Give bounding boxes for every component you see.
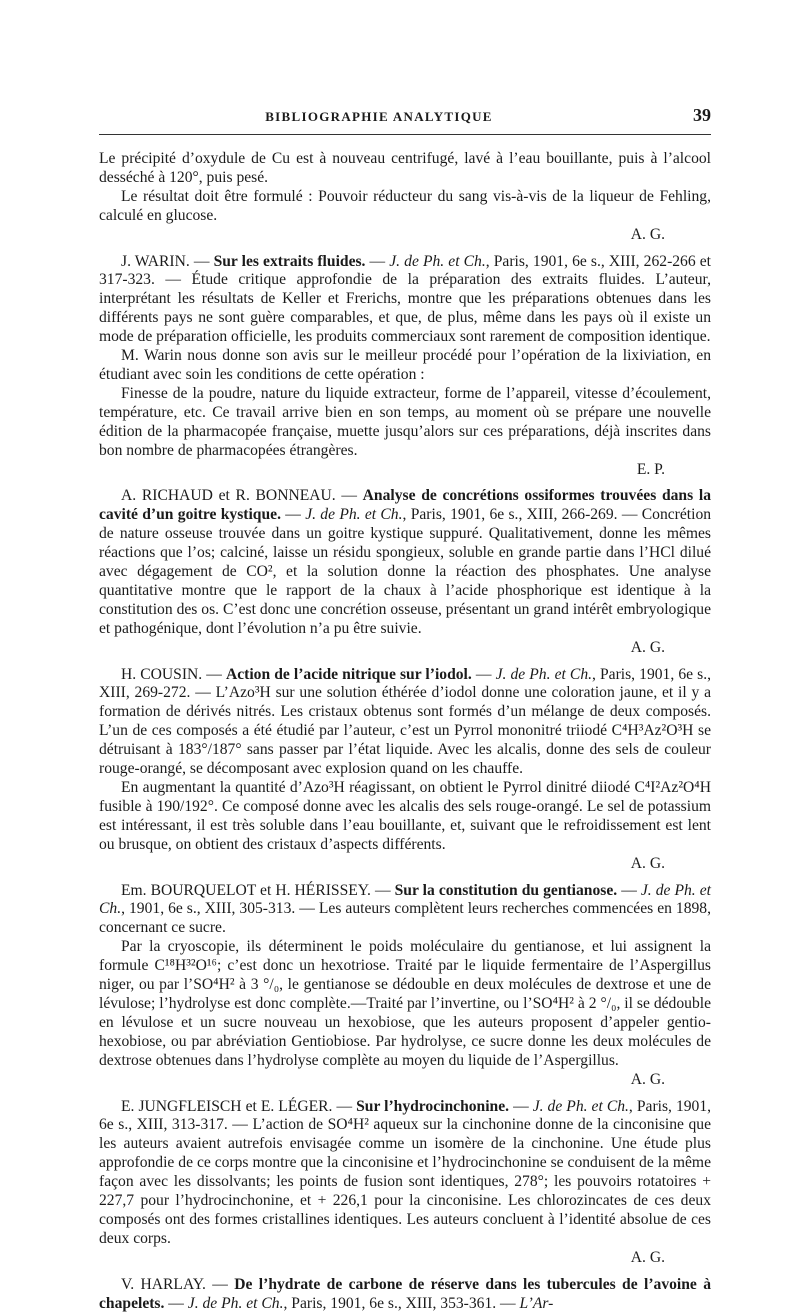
entry-authors: V. HARLAY. bbox=[121, 1275, 206, 1293]
abstract-entry-warin bbox=[99, 253, 711, 480]
abstract-entry-bourquelot-herissey bbox=[99, 882, 711, 1090]
paragraph: Étude critique approfondie de la préparation des extraits fluides. L’auteur, interprétant les résultats de Keller et Frerichs, montre que les préparations obtenues dans les différents pays ne sont guère comparables, et que, de plus, même dans les pays où il existe un mode de préparation officielle, les produits commerciaux sont rarement de composition identique. bbox=[99, 271, 711, 346]
running-head: BIBLIOGRAPHIE ANALYTIQUE bbox=[265, 109, 493, 124]
entry-title: Analyse de concrétions ossiformes trouvées dans la cavité d’un goitre kystique. bbox=[99, 487, 711, 524]
entry-journal: J. de Ph. et Ch. bbox=[532, 1097, 629, 1115]
citation: H. COUSIN. — Action de l’acide nitrique sur l’iodol. — J. de Ph. et Ch., Paris, 1901, 6e s., XIII, 269-272. — L’Azo³H sur une solution éthérée d’iodol donne une coloration jaune, et il y a formation de dérivés nitrés. Les cristaux obtenus sont formés d’un mélange de deux composés. L’un de ces composés a été étudié par l’auteur, c’est un Pyrrol mononitré triiodé C⁴H³Az²O³H se détruisant à 183°/187° sans passer par l’état liquide. Avec les alcalis, donne des sels de couleur rouge-orangé, se décomposant avec explosion quand on les chauffe. bbox=[99, 665, 712, 778]
paragraph: Par la cryoscopie, ils déterminent le poids moléculaire du gentianose, et lui assignent la formule C¹⁸H³²O¹⁶; c’est donc un hexotriose. Traité par le liquide fermentaire de l’Aspergillus niger, ou par l’SO⁴H² à 3 °/₀, le gentianose se dédouble en deux molécules de dextrose et une de lévulose; l’hydrolyse est donc complète.—Traité par l’invertine, ou l’SO⁴H² à 2 °/₀, il se dédouble en lévulose et un sucre nouveau un hexobiose, que les auteurs proposent d’appeler gentio-hexobiose, ou par abréviation Gentiobiose. Par hydrolyse, ce sucre donne les deux molécules de dextrose obtenues dans l’hydrolyse complète au moyen du liquide de l’Aspergillus. bbox=[99, 938, 711, 1069]
entry-journal: J. de Ph. et Ch. bbox=[389, 252, 486, 270]
signature: E. P. bbox=[636, 460, 665, 478]
signature: A. G. bbox=[630, 638, 665, 656]
paragraph: M. Warin nous donne son avis sur le meilleur procédé pour l’opération de la lixiviation, en étudiant avec soin les conditions de cette opération : bbox=[99, 347, 711, 383]
paragraph: L’action de SO⁴H² aqueux sur la cinchonine donne de la cinconisine que les auteurs avaient autrefois envisagée comme un isomère de la cinchonine. Une étude plus approfondie de ce corps montre que la cinconisine et l’hydrocinchonine se conduisent de la même façon avec les dissolvants; les points de fusion sont identiques, 278°; les pouvoirs rotatoires + 227,7 pour l’hydrocinchonine, et + 226,1 pour la cinconisine. Les chlorozincates de ces deux composés ont des formes cristallines identiques. Les auteurs concluent à l’identité absolue de ces deux corps. bbox=[99, 1116, 712, 1247]
entry-reference: , 1901, 6e s., XIII, 305-313. bbox=[121, 900, 296, 918]
entry-journal: J. de Ph. et Ch. bbox=[495, 665, 593, 683]
entry-reference: , Paris, 1901, 6e s., XIII, 269-272. bbox=[99, 665, 712, 702]
entry-journal: J. de Ph. et Ch. bbox=[187, 1294, 284, 1312]
citation: Em. BOURQUELOT et H. HÉRISSEY. — Sur la constitution du gentianose. — J. de Ph. et Ch., 1901, 6e s., XIII, 305-313. — Les auteurs complètent leurs recherches commencées en 1898, concernant ce sucre. bbox=[99, 881, 712, 937]
paragraph: L’Azo³H sur une solution éthérée d’iodol donne une coloration jaune, et il y a formation de dérivés nitrés. Les cristaux obtenus sont formés d’un mélange de deux composés. L’un de ces composés a été étudié par l’auteur, c’est un Pyrrol mononitré triiodé C⁴H³Az²O³H se détruisant à 183°/187° sans passer par l’état liquide. Avec les alcalis, donne des sels de couleur rouge-orangé, se décomposant avec explosion quand on les chauffe. bbox=[99, 684, 712, 778]
abstract-entry-continuation bbox=[99, 150, 711, 245]
citation: V. HARLAY. — De l’hydrate de carbone de réserve dans les tubercules de l’avoine à chapelets. — J. de Ph. et Ch., Paris, 1901, 6e s., XIII, 353-361. — L’Ar- bbox=[99, 1275, 711, 1312]
continued-text: L’Ar- bbox=[519, 1294, 554, 1312]
entry-title: Sur la constitution du gentianose. bbox=[394, 881, 618, 899]
paragraph: Le précipité d’oxydule de Cu est à nouveau centrifugé, lavé à l’eau bouillante, puis à l’alcool desséché à 120°, puis pesé. bbox=[99, 150, 711, 186]
entry-authors: E. JUNGFLEISCH et E. LÉGER. bbox=[121, 1097, 333, 1115]
article-body bbox=[99, 150, 711, 1313]
entry-authors: J. WARIN. bbox=[121, 252, 190, 270]
citation: E. JUNGFLEISCH et E. LÉGER. — Sur l’hydrocinchonine. — J. de Ph. et Ch., Paris, 1901, 6e s., XIII, 313-317. — L’action de SO⁴H² aqueux sur la cinchonine donne de la cinconisine que les auteurs avaient autrefois envisagée comme un isomère de la cinchonine. Une étude plus approfondie de ce corps montre que la cinconisine et l’hydrocinchonine se conduisent de la même façon avec les dissolvants; les points de fusion sont identiques, 278°; les pouvoirs rotatoires + 227,7 pour l’hydrocinchonine, et + 226,1 pour la cinconisine. Les chlorozincates de ces deux composés ont des formes cristallines identiques. Les auteurs concluent à l’identité absolue de ces deux corps. bbox=[99, 1097, 712, 1247]
paragraph: Finesse de la poudre, nature du liquide extracteur, forme de l’appareil, vitesse d’écoulement, température, etc. Ce travail arrive bien en son temps, au moment où se prépare une nouvelle édition de la pharmacopée française, muette jusqu’alors sur ces préparations, déjà inscrites dans bon nombre de pharmacopées étrangères. bbox=[99, 384, 711, 459]
entry-authors: A. RICHAUD et R. BONNEAU. bbox=[121, 487, 336, 505]
paragraph: Le résultat doit être formulé : Pouvoir réducteur du sang vis-à-vis de la liqueur de Fehling, calculé en glucose. bbox=[99, 187, 711, 224]
signature: A. G. bbox=[630, 1248, 665, 1266]
entry-authors: Em. BOURQUELOT et H. HÉRISSEY. bbox=[121, 881, 371, 899]
abstract-entry-cousin bbox=[99, 666, 711, 874]
header-rule bbox=[99, 134, 711, 135]
entry-reference: , Paris, 1901, 6e s., XIII, 262-266 et 317-323. bbox=[99, 252, 711, 289]
entry-reference: , Paris, 1901, 6e s., XIII, 266-269. bbox=[402, 506, 618, 524]
page-header bbox=[99, 106, 711, 132]
paragraph: Les auteurs complètent leurs recherches commencées en 1898, concernant ce sucre. bbox=[99, 900, 712, 937]
paragraph: En augmentant la quantité d’Azo³H réagissant, on obtient le Pyrrol dinitré diiodé C⁴I²Az²O⁴H fusible à 190/192°. Ce composé donne avec les alcalis des sels rouge-orangé. Le sel de potassium est intéressant, il est très soluble dans l’eau bouillante, et, suivant que le refroidissement est lent ou brusque, on obtient des cristaux d’aspects différents. bbox=[99, 779, 711, 853]
entry-title: Sur l’hydrocinchonine. bbox=[356, 1097, 510, 1115]
entry-reference: , Paris, 1901, 6e s., XIII, 353-361. bbox=[283, 1294, 497, 1312]
abstract-entry-harlay bbox=[99, 1276, 711, 1313]
entry-journal: J. de Ph. et Ch. bbox=[305, 506, 403, 524]
entry-title: Sur les extraits fluides. bbox=[213, 252, 366, 270]
entry-journal: J. de Ph. et Ch. bbox=[99, 881, 711, 918]
citation: J. WARIN. — Sur les extraits fluides. — J. de Ph. et Ch., Paris, 1901, 6e s., XIII, 262-266 et 317-323. — Étude critique approfondie de la préparation des extraits fluides. L’auteur, interprétant les résultats de Keller et Frerichs, montre que les préparations obtenues dans les différents pays ne sont guère comparables, et que, de plus, même dans les pays où il existe un mode de préparation officielle, les produits commerciaux sont rarement de composition identique. bbox=[99, 252, 711, 346]
abstract-entry-richaud-bonneau bbox=[99, 487, 711, 657]
paragraph: Concrétion de nature osseuse trouvée dans un goitre kystique suppuré. Qualitativement, donne les mêmes réactions que l’os; calciné, laisse un résidu spongieux, soluble en grande partie dans l’HCl dilué avec dégagement de CO², et la solution donne la réaction des phosphates. Une analyse quantitative montre que le rapport de la chaux à l’acide phosphorique est identique à la constitution des os. C’est donc une concrétion osseuse, présentant un grand intérêt embryologique et pathogénique, dont l’évolution n’a pu être suivie. bbox=[99, 506, 712, 637]
entry-title: Action de l’acide nitrique sur l’iodol. bbox=[225, 665, 472, 683]
entry-title: De l’hydrate de carbone de réserve dans les tubercules de l’avoine à chapelets. bbox=[99, 1275, 711, 1312]
citation: A. RICHAUD et R. BONNEAU. — Analyse de concrétions ossiformes trouvées dans la cavité d’un goitre kystique. — J. de Ph. et Ch., Paris, 1901, 6e s., XIII, 266-269. — Concrétion de nature osseuse trouvée dans un goitre kystique suppuré. Qualitativement, donne les mêmes réactions que l’os; calciné, laisse un résidu spongieux, soluble en grande partie dans l’HCl dilué avec dégagement de CO², et la solution donne la réaction des phosphates. Une analyse quantitative montre que le rapport de la chaux à l’acide phosphorique est identique à la constitution des os. C’est donc une concrétion osseuse, présentant un grand intérêt embryologique et pathogénique, dont l’évolution n’a pu être suivie. bbox=[99, 487, 712, 637]
abstract-entry-jungfleisch-leger bbox=[99, 1098, 711, 1268]
document-page bbox=[99, 0, 712, 1312]
signature: A. G. bbox=[630, 854, 665, 872]
entry-authors: H. COUSIN. bbox=[121, 665, 203, 683]
entry-reference: , Paris, 1901, 6e s., XIII, 313-317. bbox=[99, 1097, 712, 1134]
signature: A. G. bbox=[630, 1070, 665, 1088]
signature: A. G. bbox=[630, 225, 665, 243]
page-number: 39 bbox=[693, 105, 711, 125]
